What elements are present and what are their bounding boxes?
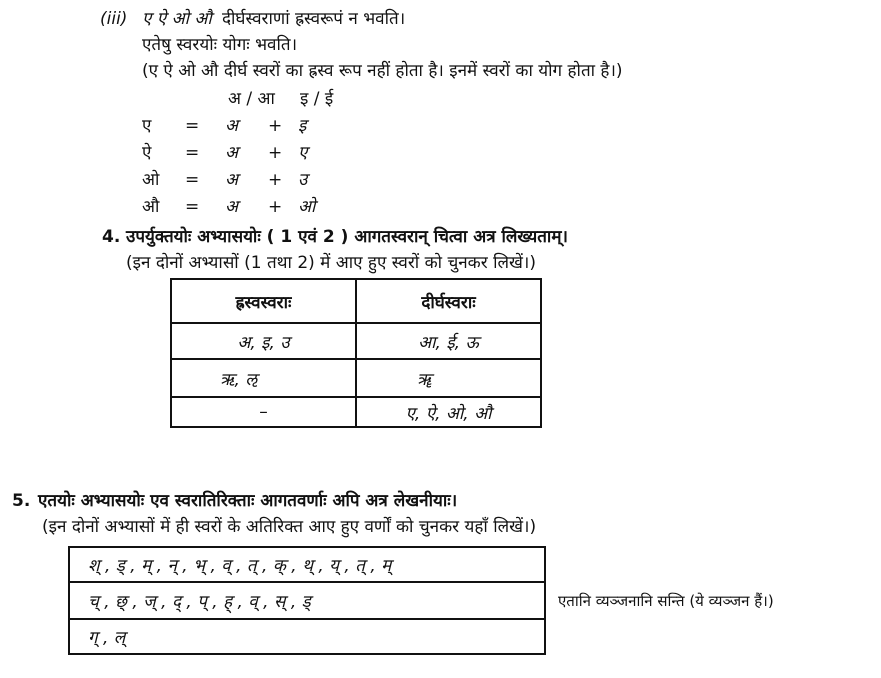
- header-long-vowels: दीर्घस्वराः: [356, 279, 541, 323]
- table-row: [69, 547, 545, 582]
- combo-a: अ: [225, 197, 238, 217]
- table-row: [171, 323, 541, 359]
- combo-result: ओ: [142, 170, 160, 190]
- table-row: [69, 582, 545, 619]
- question-5-text: एतयोः अभ्यासयोः एव स्वरातिरिक्ताः आगतवर्णाः अपि अत्र लेखनीयाः।: [38, 491, 458, 511]
- combo-b: उ: [298, 170, 308, 190]
- question-5-number: 5.: [12, 491, 31, 511]
- consonant-table: [68, 546, 546, 655]
- table-cell: अ, इ, उ: [171, 323, 356, 359]
- equals: =: [185, 116, 200, 136]
- question-4-number: 4.: [102, 227, 121, 247]
- equals: =: [185, 143, 200, 163]
- combo-b: इ: [298, 116, 307, 136]
- vowel-pair-i: इ / ई: [300, 89, 334, 109]
- combo-b: ओ: [298, 197, 316, 217]
- rule-text-2: एतेषु स्वरयोः योगः भवति।: [142, 35, 298, 55]
- table-row: [171, 397, 541, 427]
- table-cell: श् , ड् , म् , न् , भ् , व् , त् , क् , थ् , य् , त् , म्: [69, 547, 545, 582]
- header-short-vowels: ह्रस्वस्वराः: [171, 279, 356, 323]
- question-4-text: उपर्युक्तयोः अभ्यासयोः ( 1 एवं 2 ) आगतस्वरान् चित्वा अत्र लिख्यताम्।: [126, 227, 568, 247]
- table-cell: –: [171, 397, 356, 427]
- section-label: (iii): [100, 9, 128, 29]
- combo-a: अ: [225, 116, 238, 136]
- vowel-pair-a: अ / आ: [228, 89, 275, 109]
- table-cell: ऋ, ऌ: [171, 359, 356, 397]
- equals: =: [185, 197, 200, 217]
- hindi-translation: (ए ऐ ओ औ दीर्घ स्वरों का ह्रस्व रूप नहीं होता है। इनमें स्वरों का योग होता है।): [142, 61, 623, 81]
- table-header-row: [171, 279, 541, 323]
- rule-text: दीर्घस्वराणां ह्रस्वरूपं न भवति।: [222, 9, 406, 29]
- vowel-list: ए ऐ ओ औ: [142, 9, 212, 29]
- question-4-hindi: (इन दोनों अभ्यासों (1 तथा 2) में आए हुए स्वरों को चुनकर लिखें।): [126, 253, 536, 273]
- plus: +: [268, 143, 283, 163]
- table-cell: ॠ: [356, 359, 541, 397]
- table-cell: ग् , ल्: [69, 619, 545, 654]
- plus: +: [268, 116, 283, 136]
- table-cell: च् , छ् , ज् , द् , प् , ह् , व् , स् , ड्: [69, 582, 545, 619]
- combo-a: अ: [225, 143, 238, 163]
- consonant-note: एतानि व्यञ्जनानि सन्ति (ये व्यञ्जन हैं।): [558, 592, 774, 610]
- plus: +: [268, 197, 283, 217]
- combo-a: अ: [225, 170, 238, 190]
- combo-result: ऐ: [142, 143, 152, 163]
- table-cell: ए, ऐ, ओ, औ: [356, 397, 541, 427]
- table-row: [69, 619, 545, 654]
- table-row: [171, 359, 541, 397]
- combo-result: औ: [142, 197, 160, 217]
- question-5-hindi: (इन दोनों अभ्यासों में ही स्वरों के अतिरिक्त आए हुए वर्णों को चुनकर यहाँ लिखें।): [42, 517, 537, 537]
- vowel-table: [170, 278, 542, 428]
- equals: =: [185, 170, 200, 190]
- combo-b: ए: [298, 143, 308, 163]
- plus: +: [268, 170, 283, 190]
- combo-result: ए: [142, 116, 152, 136]
- table-cell: आ, ई, ऊ: [356, 323, 541, 359]
